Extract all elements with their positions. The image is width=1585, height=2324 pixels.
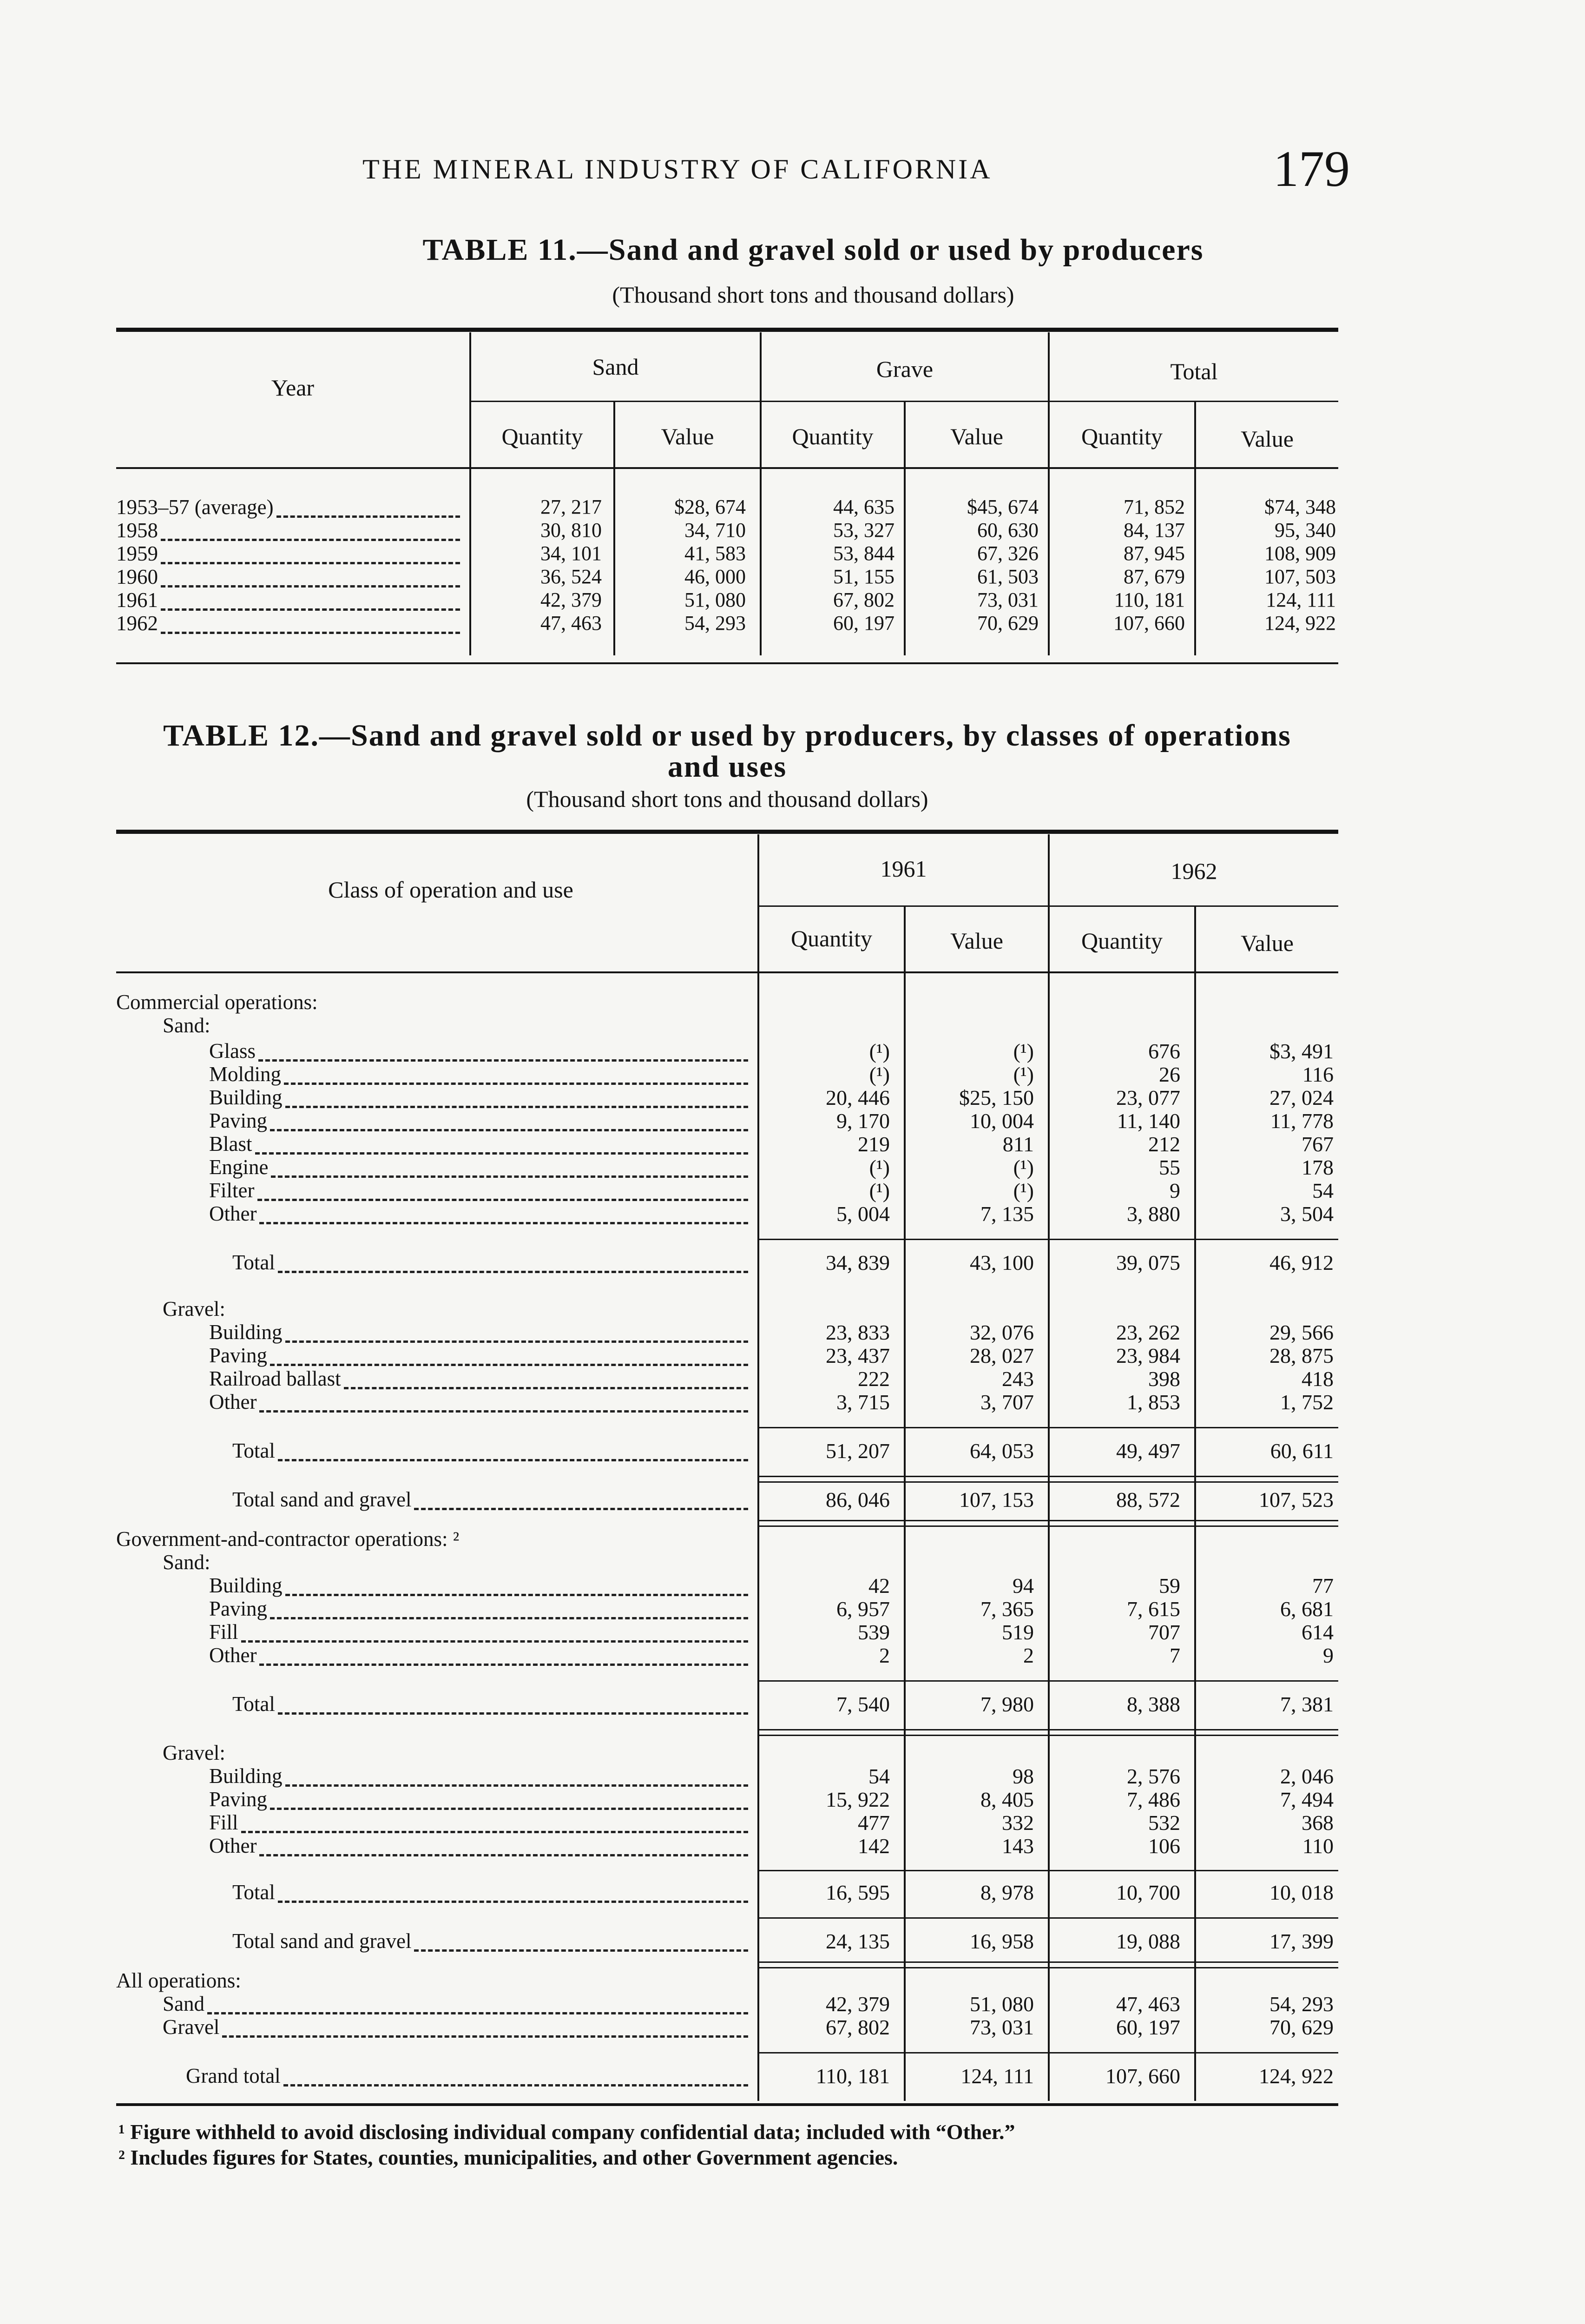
table12-cell: 98 [1013, 1764, 1034, 1788]
table12-row-label: Gravel: [163, 1297, 225, 1320]
table11-header-rule [116, 467, 1338, 469]
table12-cell: 5, 004 [836, 1202, 890, 1226]
table12-cell: 51, 080 [970, 1992, 1034, 2016]
table12-cell: 110 [1302, 1834, 1334, 1858]
table12-cell: 42, 379 [826, 1992, 890, 2016]
leader-dots [276, 515, 460, 518]
table11-cell: $28, 674 [674, 495, 746, 518]
table12-cell: 55 [1159, 1155, 1180, 1179]
table12-cell: 107, 660 [1105, 2064, 1180, 2088]
table12-cell: 107, 153 [959, 1488, 1034, 1512]
table12-cell: 59 [1159, 1574, 1180, 1598]
table11-cell: 70, 629 [977, 612, 1039, 634]
table12-cell: 51, 207 [826, 1439, 890, 1463]
table11-cell: 41, 583 [684, 542, 746, 565]
total-rule [759, 1680, 1338, 1682]
table12-row-label: Government-and-contractor operations: ² [116, 1527, 460, 1551]
table12-cell: 3, 504 [1280, 1202, 1334, 1226]
table12-vline [757, 834, 759, 2101]
table11-cell: 124, 922 [1264, 612, 1336, 634]
table12-cell: 7, 615 [1127, 1597, 1180, 1621]
table12-row-label: Molding [209, 1063, 282, 1086]
table12-row-label: Total sand and gravel [232, 1929, 412, 1953]
table11-cell: 61, 503 [977, 565, 1039, 588]
table12-cell: 60, 197 [1116, 2015, 1180, 2039]
table12-cell: 10, 004 [970, 1109, 1034, 1133]
table12-cell: (¹) [869, 1179, 890, 1202]
table11-subheader: Quantity [501, 423, 583, 449]
table12-cell: 614 [1302, 1620, 1334, 1644]
table12-cell: 11, 778 [1270, 1109, 1334, 1133]
table11-cell: 60, 630 [977, 519, 1039, 541]
table11-cell: 73, 031 [977, 588, 1039, 611]
table12-cell: 60, 611 [1270, 1439, 1334, 1463]
table12-row-label: Other [209, 1644, 257, 1667]
footnote-2: ² Includes figures for States, counties, municipalities, and other Government agencies. [118, 2146, 898, 2169]
total-rule [759, 1525, 1338, 1527]
table12-cell: 26 [1159, 1063, 1180, 1086]
table12-cell: 7, 135 [980, 1202, 1034, 1226]
table12-row-label: Total [232, 1439, 275, 1462]
table12-header-rule [116, 971, 1338, 973]
table12-cell: 16, 595 [826, 1881, 890, 1904]
total-rule [759, 1961, 1338, 1963]
table12-row-label: Railroad ballast [209, 1367, 341, 1390]
table12-cell: 3, 707 [980, 1390, 1034, 1414]
table12-cell: 124, 111 [960, 2064, 1034, 2088]
table12-cell: 28, 875 [1269, 1344, 1334, 1367]
table12-cell: 39, 075 [1116, 1251, 1180, 1274]
table12-cell: 16, 958 [970, 1929, 1034, 1953]
table12-cell: 219 [858, 1132, 890, 1156]
table12-row-label: Gravel [163, 2015, 220, 2039]
leader-dots [241, 1831, 748, 1833]
table11-row-label: 1959 [116, 542, 158, 565]
leader-dots [270, 1808, 748, 1810]
table12-row-label: Paving [209, 1788, 268, 1811]
table12-cell: 418 [1302, 1367, 1334, 1391]
table11-subheader: Value [1241, 426, 1294, 452]
table12-cell: 49, 497 [1116, 1439, 1180, 1463]
table12-cell: 20, 446 [826, 1086, 890, 1109]
table11-stub-header: Year [271, 375, 315, 401]
table12-cell: 110, 181 [816, 2064, 890, 2088]
table11-vline [469, 332, 471, 655]
table12-cell: 73, 031 [970, 2015, 1034, 2039]
leader-dots [414, 1949, 748, 1952]
table12-cell: 2 [879, 1644, 890, 1667]
page-number: 179 [1273, 140, 1350, 197]
table11-cell: 34, 710 [684, 519, 746, 541]
table11-cell: 27, 217 [540, 495, 602, 518]
leader-dots [207, 2012, 748, 2014]
table12-cell: 29, 566 [1269, 1320, 1334, 1344]
table12-cell: 1, 752 [1280, 1390, 1334, 1414]
table12-cell: 106 [1148, 1834, 1180, 1858]
table12-cell: 7, 381 [1280, 1692, 1334, 1716]
table12-cell: (¹) [1013, 1179, 1034, 1202]
table12-cell: 86, 046 [826, 1488, 890, 1512]
table12-row-label: Paving [209, 1109, 268, 1132]
table12-cell: 67, 802 [826, 2015, 890, 2039]
table12-cell: 142 [858, 1834, 890, 1858]
table12-group-header: 1962 [1171, 858, 1217, 884]
table12-cell: $25, 150 [959, 1086, 1034, 1109]
table12-cell: 7 [1170, 1644, 1180, 1667]
table12-cell: 54 [868, 1764, 890, 1788]
total-rule [759, 1239, 1338, 1240]
table12-cell: 42 [868, 1574, 890, 1598]
total-rule [759, 1427, 1338, 1428]
table11-cell: 30, 810 [540, 519, 602, 541]
table11-bottom-rule [116, 662, 1338, 664]
table12-subheader: Value [950, 928, 1003, 954]
table12-cell: 532 [1148, 1811, 1180, 1835]
total-rule [759, 1729, 1338, 1730]
table12-vline [904, 906, 906, 2101]
leader-dots [284, 1083, 748, 1085]
leader-dots [278, 1459, 748, 1461]
table11-cell: 95, 340 [1275, 519, 1336, 541]
table12-cell: 243 [1002, 1367, 1034, 1391]
footnote-1: ¹ Figure withheld to avoid disclosing individual company confidential data; included with “Other.” [118, 2120, 1015, 2144]
table12-row-label: Sand: [163, 1014, 210, 1037]
table11-top-rule [116, 328, 1338, 332]
table12-row-label: Blast [209, 1132, 252, 1155]
table12-cell: 23, 262 [1116, 1320, 1180, 1344]
table11-group-rule [469, 401, 1338, 402]
table12-cell: 7, 494 [1280, 1788, 1334, 1811]
table12-cell: 23, 437 [826, 1344, 890, 1367]
table11-cell: 36, 524 [540, 565, 602, 588]
table12-cell: 46, 912 [1269, 1251, 1334, 1274]
table11-cell: 46, 000 [684, 565, 746, 588]
table11-cell: 53, 844 [833, 542, 894, 565]
leader-dots [270, 1364, 748, 1366]
table12-cell: 34, 839 [826, 1251, 890, 1274]
table12-cell: 477 [858, 1811, 890, 1835]
table11-title: TABLE 11.—Sand and gravel sold or used by producers [422, 233, 1204, 267]
table12-bottom-rule [116, 2103, 1338, 2106]
table11-cell: 124, 111 [1266, 588, 1336, 611]
leader-dots [241, 1640, 748, 1643]
table12-row-label: Paving [209, 1344, 268, 1367]
table12-cell: 222 [858, 1367, 890, 1391]
table12-vline [1194, 906, 1196, 2101]
total-rule [759, 1520, 1338, 1521]
table12-cell: 3, 715 [836, 1390, 890, 1414]
table11-cell: 71, 852 [1124, 495, 1185, 518]
table12-cell: (¹) [1013, 1155, 1034, 1179]
table12-row-label: Glass [209, 1039, 256, 1063]
leader-dots [278, 1271, 748, 1273]
leader-dots [161, 632, 460, 634]
leader-dots [285, 1784, 748, 1787]
table12-title-line2: and uses [667, 750, 787, 784]
total-rule [759, 1917, 1338, 1919]
table12-cell: (¹) [1013, 1063, 1034, 1086]
table12-cell: 94 [1013, 1574, 1034, 1598]
table12-row-label: Paving [209, 1597, 268, 1620]
table11-cell: 51, 080 [684, 588, 746, 611]
table11-subheader: Quantity [1081, 423, 1163, 449]
table12-cell: 519 [1002, 1620, 1034, 1644]
table12-cell: 7, 365 [980, 1597, 1034, 1621]
table12-cell: 70, 629 [1269, 2015, 1334, 2039]
table12-row-label: Grand total [186, 2064, 281, 2087]
table11-cell: $74, 348 [1264, 495, 1336, 518]
leader-dots [414, 1508, 748, 1510]
table12-cell: 143 [1002, 1834, 1034, 1858]
table12-row-label: Total [232, 1251, 275, 1274]
table12-row-label: Building [209, 1086, 283, 1109]
table12-group-rule [757, 905, 1338, 907]
table11-cell: 34, 101 [540, 542, 602, 565]
table11-subtitle: (Thousand short tons and thousand dollars) [612, 282, 1014, 308]
leader-dots [161, 608, 460, 611]
table12-cell: 2 [1023, 1644, 1034, 1667]
table12-cell: (¹) [1013, 1039, 1034, 1063]
table11-group-header: Grave [876, 356, 934, 382]
table12-cell: 1, 853 [1127, 1390, 1180, 1414]
table11-subheader: Value [661, 423, 714, 449]
table12-cell: 64, 053 [970, 1439, 1034, 1463]
table12-row-label: Gravel: [163, 1741, 225, 1764]
table12-row-label: Other [209, 1202, 257, 1225]
table12-cell: 8, 978 [980, 1881, 1034, 1904]
leader-dots [259, 1854, 748, 1856]
table12-row-label: Other [209, 1390, 257, 1413]
leader-dots [271, 1175, 748, 1178]
table11-cell: 107, 660 [1113, 612, 1185, 634]
table12-title-line1: TABLE 12.—Sand and gravel sold or used by producers, by classes of operations [163, 719, 1291, 753]
leader-dots [161, 585, 460, 588]
table11-cell: 67, 802 [833, 588, 894, 611]
table12-cell: 9, 170 [836, 1109, 890, 1133]
table11-cell: 87, 945 [1124, 542, 1185, 565]
leader-dots [283, 2084, 748, 2086]
table11-cell: 60, 197 [833, 612, 894, 634]
table12-row-label: Building [209, 1574, 283, 1597]
table12-cell: 54, 293 [1269, 1992, 1334, 2016]
table12-cell: 9 [1170, 1179, 1180, 1202]
table11-row-label: 1962 [116, 612, 158, 635]
leader-dots [344, 1387, 748, 1389]
table12-cell: 8, 405 [980, 1788, 1034, 1811]
table12-row-label: Engine [209, 1155, 269, 1179]
leader-dots [222, 2035, 748, 2038]
leader-dots [259, 1222, 748, 1224]
table12-subheader: Quantity [791, 925, 872, 951]
table12-cell: 88, 572 [1116, 1488, 1180, 1512]
table12-cell: 2, 576 [1127, 1764, 1180, 1788]
table12-cell: 7, 540 [836, 1692, 890, 1716]
table12-cell: 10, 700 [1116, 1881, 1180, 1904]
table11-cell: 108, 909 [1264, 542, 1336, 565]
leader-dots [285, 1106, 748, 1108]
table12-row-label: Total [232, 1692, 275, 1716]
table12-cell: 2, 046 [1280, 1764, 1334, 1788]
table11-cell: 110, 181 [1114, 588, 1185, 611]
table11-cell: 67, 326 [977, 542, 1039, 565]
total-rule [759, 1476, 1338, 1477]
table12-row-label: Building [209, 1764, 283, 1788]
table12-cell: 11, 140 [1117, 1109, 1180, 1133]
table12-cell: 27, 024 [1269, 1086, 1334, 1109]
table11-subheader: Quantity [792, 423, 874, 449]
leader-dots [278, 1901, 748, 1903]
table11-cell: 53, 327 [833, 519, 894, 541]
table12-cell: 707 [1148, 1620, 1180, 1644]
table12-cell: 9 [1323, 1644, 1334, 1667]
table11-cell: 51, 155 [833, 565, 894, 588]
table11-row-label: 1958 [116, 519, 158, 542]
table12-cell: 6, 681 [1280, 1597, 1334, 1621]
table12-cell: 116 [1302, 1063, 1334, 1086]
leader-dots [278, 1712, 748, 1715]
table12-cell: 6, 957 [836, 1597, 890, 1621]
total-rule [759, 1481, 1338, 1483]
table12-cell: 23, 984 [1116, 1344, 1180, 1367]
table12-cell: 3, 880 [1127, 1202, 1180, 1226]
table12-cell: 54 [1312, 1179, 1334, 1202]
table11-cell: 42, 379 [540, 588, 602, 611]
running-title: THE MINERAL INDUSTRY OF CALIFORNIA [362, 154, 993, 185]
table12-cell: 43, 100 [970, 1251, 1034, 1274]
table11-cell: $45, 674 [967, 495, 1039, 518]
table11-cell: 107, 503 [1264, 565, 1336, 588]
table12-group-header: 1961 [880, 856, 927, 882]
table11-cell: 84, 137 [1124, 519, 1185, 541]
table12-cell: 8, 388 [1127, 1692, 1180, 1716]
table11-cell: 54, 293 [684, 612, 746, 634]
table12-cell: 368 [1302, 1811, 1334, 1835]
table12-cell: 7, 980 [980, 1692, 1034, 1716]
table11-cell: 87, 679 [1124, 565, 1185, 588]
total-rule [759, 1870, 1338, 1871]
table12-cell: 47, 463 [1116, 1992, 1180, 2016]
table11-row-label: 1960 [116, 565, 158, 588]
table12-row-label: Fill [209, 1620, 238, 1644]
total-rule [759, 2052, 1338, 2053]
table12-cell: 23, 077 [1116, 1086, 1180, 1109]
leader-dots [161, 539, 460, 541]
table12-cell: 811 [1002, 1132, 1034, 1156]
table12-cell: 17, 399 [1269, 1929, 1334, 1953]
leader-dots [270, 1129, 748, 1131]
table12-row-label: Other [209, 1834, 257, 1857]
table12-cell: 767 [1302, 1132, 1334, 1156]
table12-row-label: Total sand and gravel [232, 1488, 412, 1511]
total-rule [759, 1735, 1338, 1736]
table11-row-label: 1961 [116, 588, 158, 612]
table11-row-label: 1953–57 (average) [116, 495, 274, 519]
table12-top-rule [116, 830, 1338, 834]
leader-dots [259, 1664, 748, 1666]
table12-cell: $3, 491 [1269, 1039, 1334, 1063]
table12-row-label: Filter [209, 1179, 255, 1202]
table12-subheader: Quantity [1081, 928, 1163, 954]
table12-cell: (¹) [869, 1039, 890, 1063]
table12-subheader: Value [1241, 930, 1294, 956]
table12-cell: 24, 135 [826, 1929, 890, 1953]
leader-dots [285, 1340, 748, 1343]
table12-cell: 212 [1148, 1132, 1180, 1156]
table12-row-label: Fill [209, 1811, 238, 1834]
table12-cell: 19, 088 [1116, 1929, 1180, 1953]
table12-cell: 15, 922 [826, 1788, 890, 1811]
leader-dots [258, 1059, 748, 1062]
table12-cell: 77 [1312, 1574, 1334, 1598]
table12-cell: 124, 922 [1259, 2064, 1334, 2088]
table12-row-label: Sand: [163, 1551, 210, 1574]
table12-row-label: Building [209, 1320, 283, 1344]
table12-row-label: Commercial operations: [116, 990, 318, 1014]
table12-row-label: Sand [163, 1992, 204, 2015]
table12-cell: 332 [1002, 1811, 1034, 1835]
table12-cell: 28, 027 [970, 1344, 1034, 1367]
table12-subtitle: (Thousand short tons and thousand dollars) [526, 786, 928, 812]
table12-cell: 107, 523 [1259, 1488, 1334, 1512]
leader-dots [259, 1410, 748, 1413]
table12-cell: 23, 833 [826, 1320, 890, 1344]
table11-cell: 47, 463 [540, 612, 602, 634]
table12-cell: 539 [858, 1620, 890, 1644]
table12-vline [1048, 834, 1050, 2101]
leader-dots [270, 1617, 748, 1619]
table12-cell: (¹) [869, 1063, 890, 1086]
table12-row-label: All operations: [116, 1969, 241, 1992]
table11-cell: 44, 635 [833, 495, 894, 518]
table12-cell: 398 [1148, 1367, 1180, 1391]
total-rule [759, 1967, 1338, 1968]
table12-cell: 178 [1302, 1155, 1334, 1179]
table12-cell: (¹) [869, 1155, 890, 1179]
table11-subheader: Value [950, 423, 1003, 449]
table12-cell: 10, 018 [1269, 1881, 1334, 1904]
table12-cell: 7, 486 [1127, 1788, 1180, 1811]
table12-row-label: Total [232, 1881, 275, 1904]
table12-stub-header: Class of operation and use [328, 877, 573, 903]
table12-cell: 676 [1148, 1039, 1180, 1063]
table12-cell: 32, 076 [970, 1320, 1034, 1344]
leader-dots [285, 1594, 748, 1596]
table11-group-header: Total [1170, 358, 1218, 384]
leader-dots [257, 1199, 748, 1201]
leader-dots [161, 562, 460, 564]
table11-group-header: Sand [592, 354, 639, 380]
leader-dots [255, 1152, 748, 1155]
